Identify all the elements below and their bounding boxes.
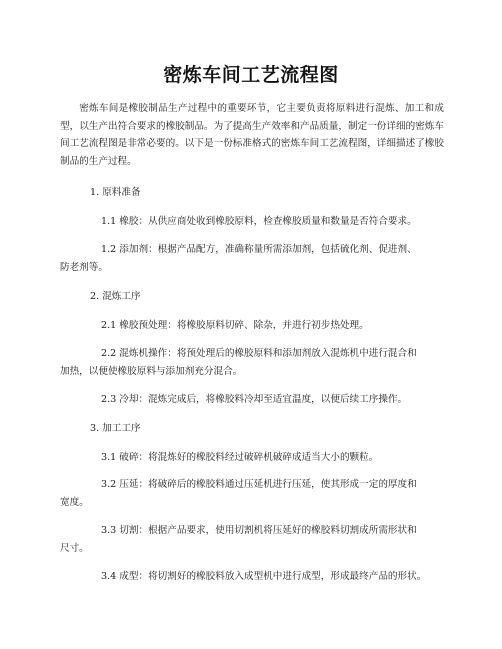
item-3-1: [101, 449, 378, 467]
section-heading-mixing: 2. 混炼工序: [90, 291, 141, 302]
item-3-2: [60, 476, 417, 511]
item-3-4-line1: 3.4 成型：将切割好的橡胶料放入成型机中进行成型，形成最终产品的形状。: [101, 571, 427, 582]
item-1-1-line1: 1.1 橡胶：从供应商处收到橡胶原料，检查橡胶质量和数量是否符合要求。: [101, 216, 417, 227]
item-1-2-line1: 1.2 添加剂：根据产品配方，准确称量所需添加剂，包括硫化剂、促进剂、: [101, 244, 417, 255]
item-3-1-line1: 3.1 破碎：将混炼好的橡胶料经过破碎机破碎成适当大小的颗粒。: [101, 452, 379, 463]
item-3-2-line2: 宽度。: [60, 496, 89, 508]
item-3-4: [101, 568, 426, 586]
item-3-3-line1: 3.3 切割：根据产品要求，使用切割机将压延好的橡胶料切割成所需形状和: [101, 525, 417, 536]
item-2-1-line1: 2.1 橡胶预处理：将橡胶原料切碎、除杂，并进行初步热处理。: [101, 320, 369, 331]
section-heading-raw-material: 1. 原料准备: [90, 187, 141, 198]
item-3-2-line1: 3.2 压延：将破碎后的橡胶料通过压延机进行压延，使其形成一定的厚度和: [101, 479, 417, 490]
item-2-2: [60, 345, 417, 380]
item-2-1: [101, 317, 369, 335]
item-1-2-line2: 防老剂等。: [60, 261, 108, 273]
item-2-2-line1: 2.2 混炼机操作：将预处理后的橡胶原料和添加剂放入混炼机中进行混合和: [101, 348, 417, 359]
section-heading-processing: 3. 加工工序: [90, 423, 141, 434]
intro-paragraph: 密炼车间是橡胶制品生产过程中的重要环节，它主要负责将原料进行混炼、加工和成型，以生产出符合要求的橡胶制品。为了提高生产效率和产品质量，制定一份详细的密炼车间工艺流程图是非常必要的。以下是一份标准格式的密炼车间工艺流程图，详细描述了橡胶制品的生产过程。: [60, 103, 444, 167]
item-1-1: [101, 213, 417, 231]
item-2-3: [101, 391, 407, 409]
item-2-3-line1: 2.3 冷却：混炼完成后，将橡胶料冷却至适宜温度，以便后续工序操作。: [101, 394, 408, 405]
item-2-2-line2: 加热，以便使橡胶原料与添加剂充分混合。: [60, 365, 243, 377]
document-title: 密炼车间工艺流程图: [163, 64, 339, 86]
item-3-3-line2: 尺寸。: [60, 542, 89, 554]
item-1-2: [60, 241, 417, 276]
item-3-3: [60, 522, 417, 557]
